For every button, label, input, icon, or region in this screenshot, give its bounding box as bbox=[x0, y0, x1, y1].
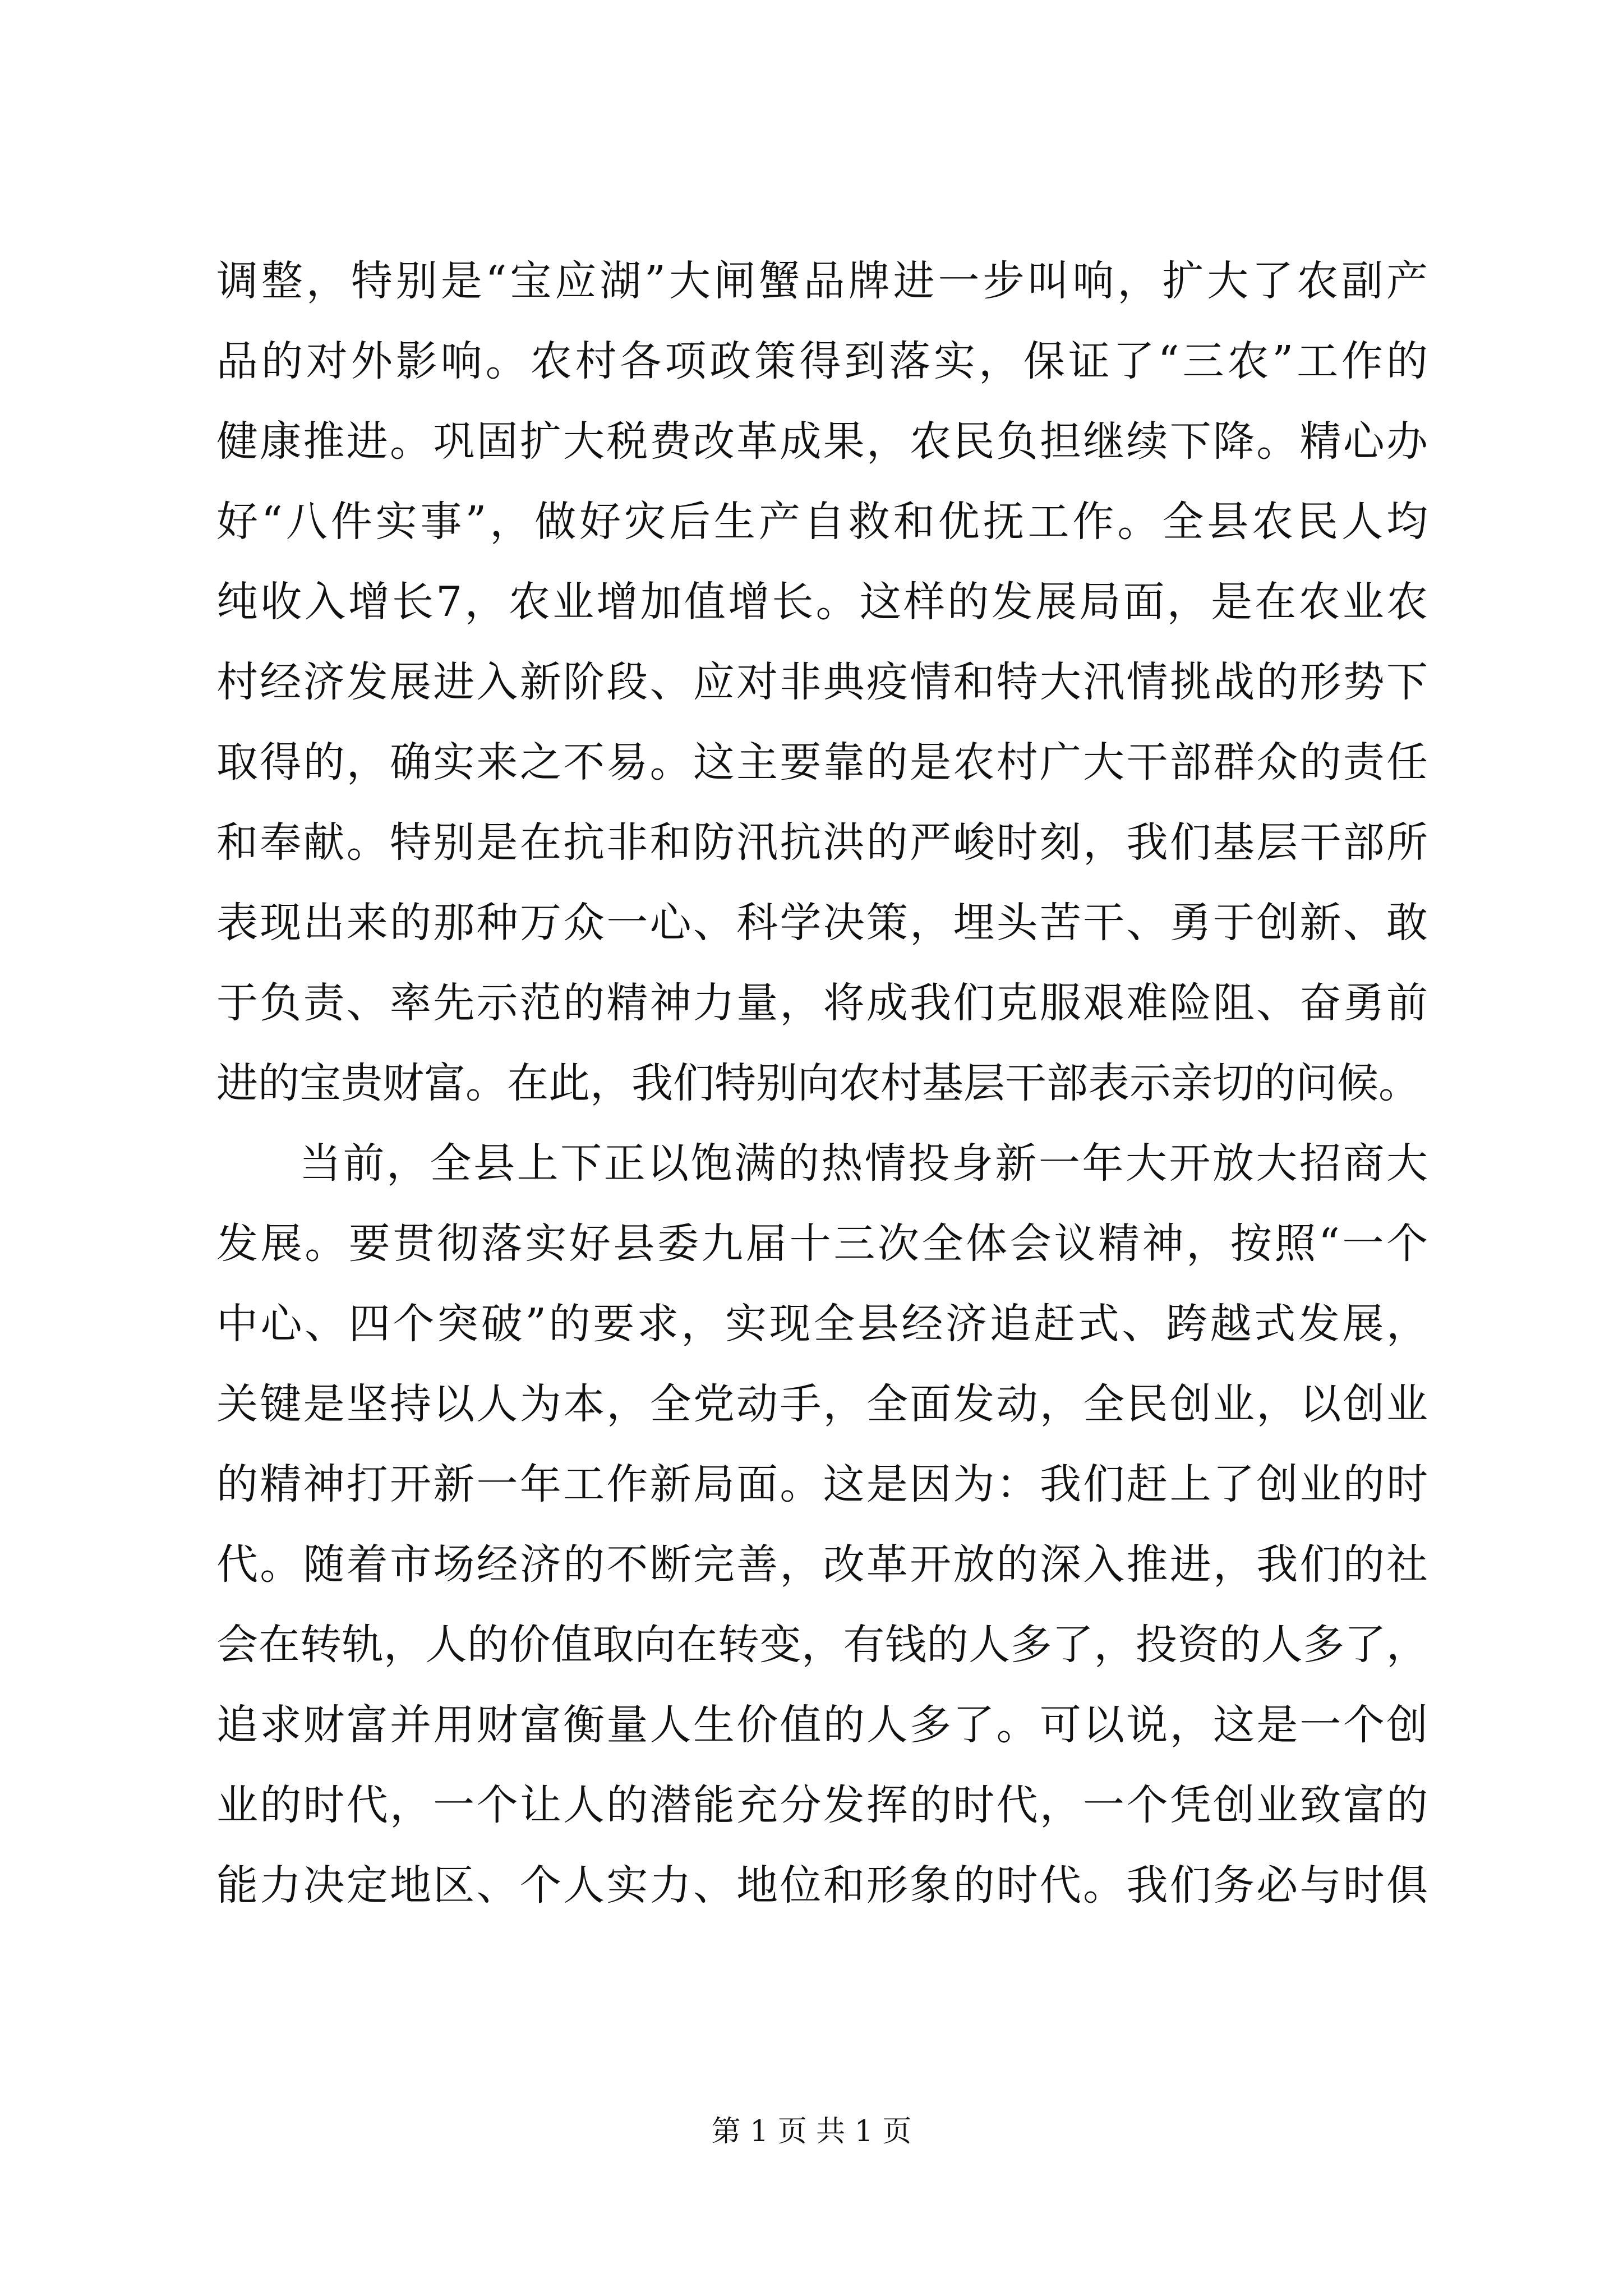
document-body bbox=[216, 241, 1428, 1926]
text-line: 业的时代，一个让人的潜能充分发挥的时代，一个凭创业致富的 bbox=[216, 1781, 1428, 1829]
text-line: 村经济发展进入新阶段、应对非典疫情和特大汛情挑战的形势下 bbox=[216, 658, 1428, 706]
text-line: 代。随着市场经济的不断完善，改革开放的深入推进，我们的社 bbox=[216, 1540, 1428, 1589]
text-line: 追求财富并用财富衡量人生价值的人多了。可以说，这是一个创 bbox=[216, 1701, 1428, 1749]
text-line: 中心、四个突破”的要求，实现全县经济追赶式、跨越式发展， bbox=[216, 1300, 1428, 1348]
text-line: 健康推进。巩固扩大税费改革成果，农民负担继续下降。精心办 bbox=[216, 417, 1428, 466]
text-line: 纯收入增长7，农业增加值增长。这样的发展局面，是在农业农 bbox=[216, 578, 1428, 626]
text-line: 取得的，确实来之不易。这主要靠的是农村广大干部群众的责任 bbox=[216, 738, 1428, 786]
text-line: 的精神打开新一年工作新局面。这是因为：我们赶上了创业的时 bbox=[216, 1460, 1428, 1508]
text-line: 品的对外影响。农村各项政策得到落实，保证了“三农”工作的 bbox=[216, 337, 1428, 385]
text-line: 能力决定地区、个人实力、地位和形象的时代。我们务必与时俱 bbox=[216, 1861, 1428, 1910]
text-line: 于负责、率先示范的精神力量，将成我们克服艰难险阻、奋勇前 bbox=[216, 979, 1428, 1027]
page-footer bbox=[0, 2112, 1623, 2151]
page-number: 第 1 页 共 1 页 bbox=[711, 2115, 912, 2148]
text-line: 发展。要贯彻落实好县委九届十三次全体会议精神，按照“一个 bbox=[216, 1220, 1428, 1268]
paragraph-start-line: 当前，全县上下正以饱满的热情投身新一年大开放大招商大 bbox=[299, 1139, 1428, 1188]
paragraph-end-line: 进的宝贵财富。在此，我们特别向农村基层干部表示亲切的问候。 bbox=[216, 1059, 1420, 1107]
text-line: 好“八件实事”，做好灾后生产自救和优抚工作。全县农民人均 bbox=[216, 498, 1428, 546]
text-line: 调整，特别是“宝应湖”大闸蟹品牌进一步叫响，扩大了农副产 bbox=[216, 257, 1428, 305]
text-line: 关键是坚持以人为本，全党动手，全面发动，全民创业，以创业 bbox=[216, 1380, 1428, 1428]
text-line: 表现出来的那种万众一心、科学决策，埋头苦干、勇于创新、敢 bbox=[216, 899, 1428, 947]
text-line: 会在转轨，人的价值取向在转变，有钱的人多了，投资的人多了， bbox=[216, 1621, 1428, 1669]
text-line: 和奉献。特别是在抗非和防汛抗洪的严峻时刻，我们基层干部所 bbox=[216, 818, 1428, 867]
